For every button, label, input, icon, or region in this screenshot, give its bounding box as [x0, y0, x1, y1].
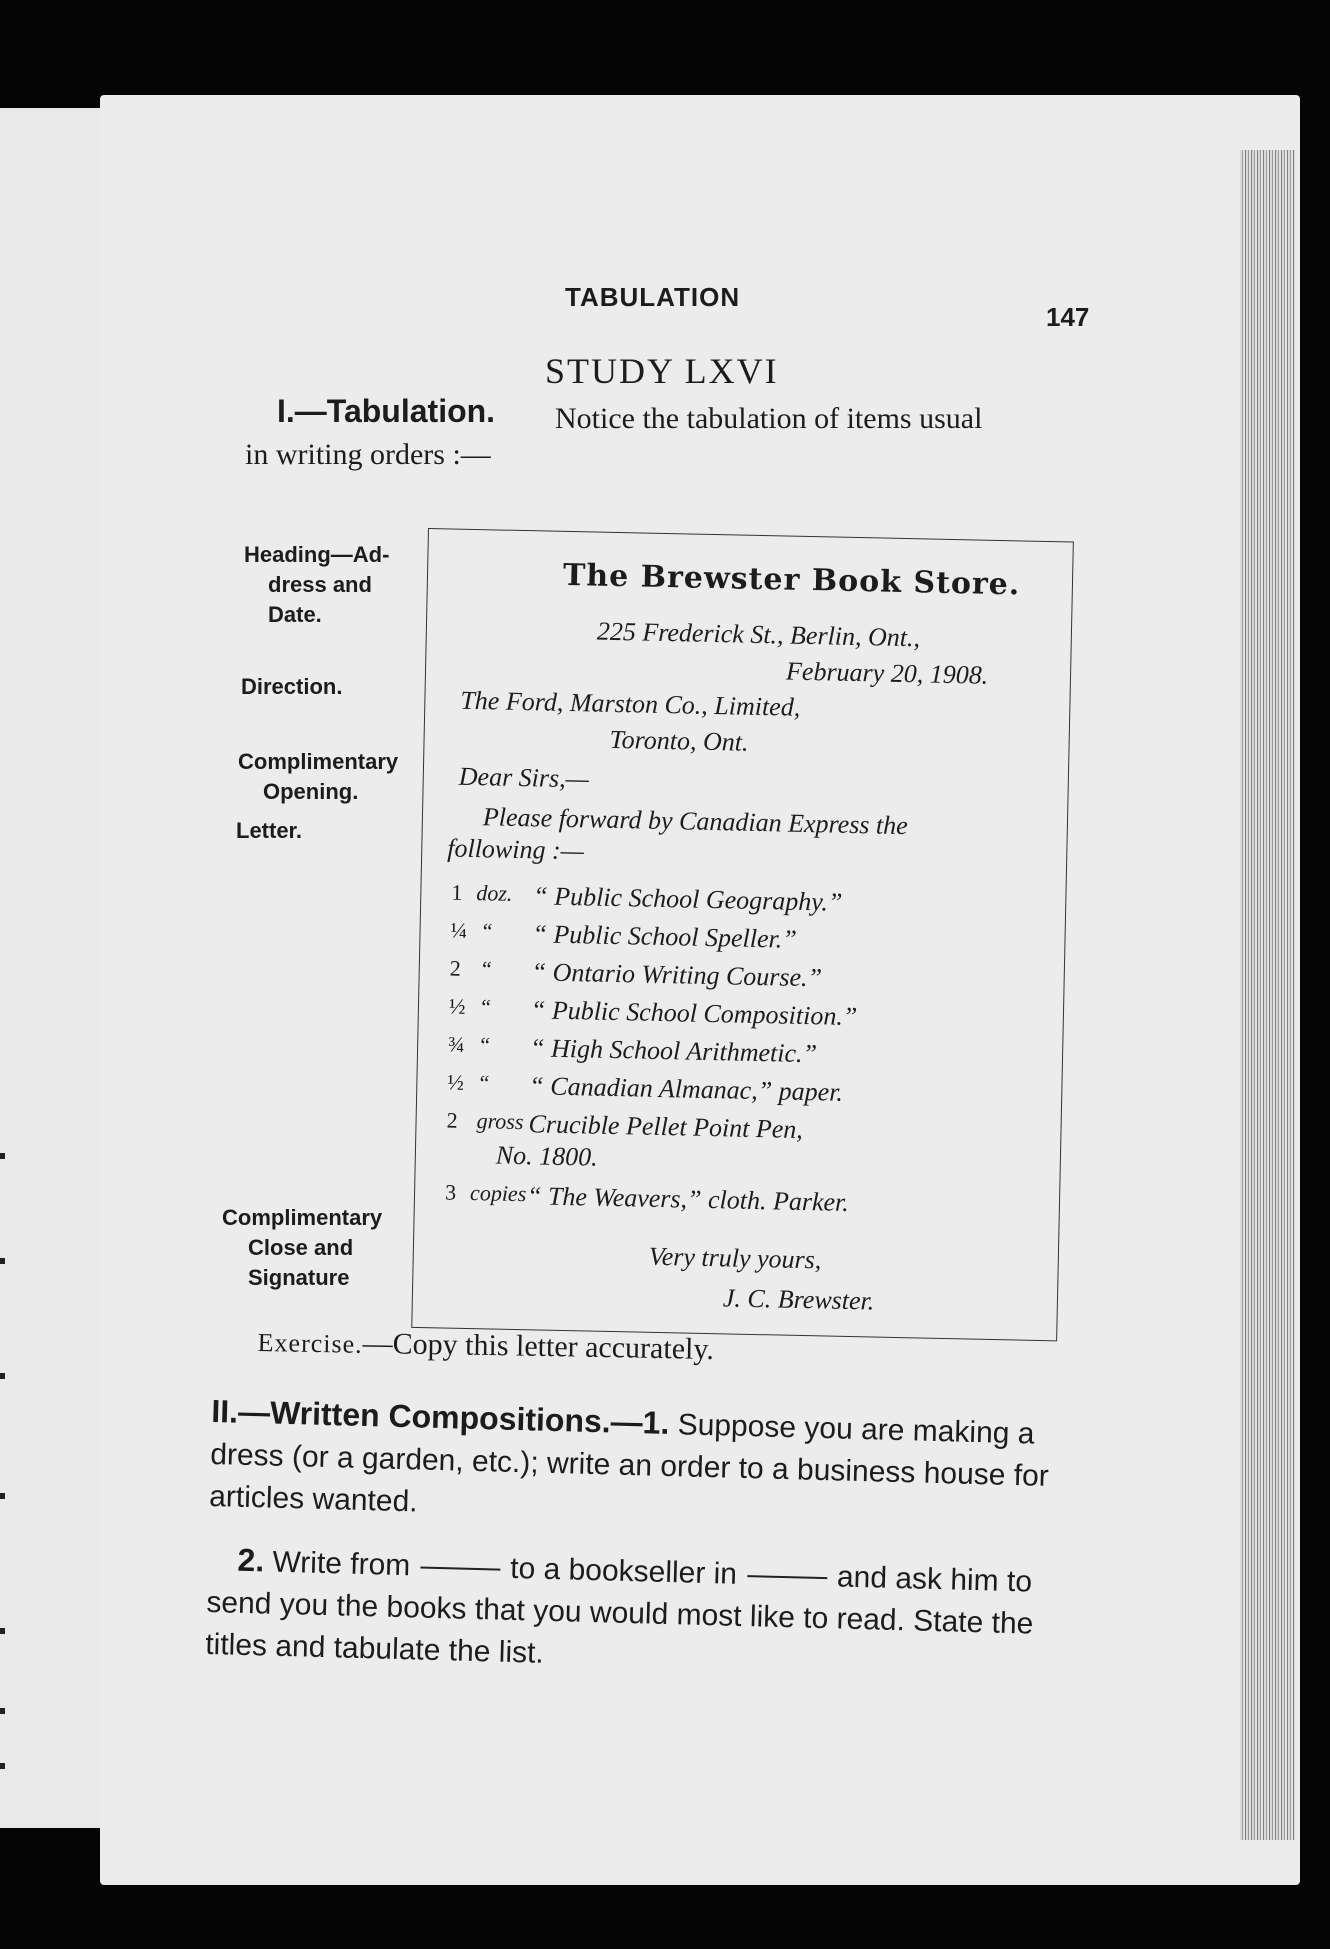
item-unit: “ — [477, 1070, 490, 1096]
study-title: STUDY LXVI — [545, 351, 779, 391]
item-title: Crucible Pellet Point Pen, — [528, 1109, 804, 1144]
label-line: dress and — [268, 572, 372, 597]
label-line: Close and — [248, 1235, 354, 1260]
item-unit: doz. — [476, 880, 513, 906]
label-letter: Letter. — [236, 818, 303, 843]
page-number: 147 — [1046, 302, 1090, 332]
item-title: “ Ontario Writing Course.” — [531, 957, 823, 993]
letter-box — [411, 528, 1074, 1341]
running-head: TABULATION — [565, 282, 741, 312]
item1-number: —1. — [610, 1403, 670, 1441]
blank-line — [420, 1567, 500, 1571]
item-unit: copies — [469, 1180, 527, 1207]
item-quantity: ½ — [447, 1069, 465, 1095]
item-unit: gross — [476, 1108, 524, 1135]
margin-mark — [0, 1258, 5, 1264]
item-quantity: ½ — [448, 993, 466, 1019]
letter-signature: J. C. Brewster. — [722, 1283, 875, 1316]
label-heading — [244, 540, 389, 630]
item-title: “ Public School Speller.” — [532, 919, 798, 954]
section2-heading: II.—Written Compositions. — [210, 1392, 612, 1440]
section2-para1 — [209, 1390, 1062, 1540]
exercise-text: —Copy this letter accurately. — [362, 1326, 715, 1366]
letter-closing: Very truly yours, — [648, 1241, 822, 1275]
item-title: “ High School Arithmetic.” — [529, 1033, 818, 1069]
item2-text-c: and ask him to send you the books that you would most like to read. State the titles and tabulate the list. — [204, 1560, 1034, 1670]
letter-recipient-city: Toronto, Ont. — [609, 724, 749, 757]
blank-line — [747, 1575, 827, 1579]
section2-para2 — [205, 1538, 1058, 1688]
margin-mark — [0, 1763, 5, 1769]
label-line: Complimentary — [222, 1205, 383, 1230]
letter-recipient: The Ford, Marston Co., Limited, — [460, 685, 801, 722]
label-direction: Direction. — [241, 674, 343, 699]
item-unit: “ — [480, 918, 494, 944]
item-quantity: ¼ — [450, 917, 468, 943]
label-line: Complimentary — [238, 749, 399, 774]
label-close — [222, 1203, 382, 1293]
item1-text: Suppose you are making a dress (or a garden, etc.); write an order to a business house for articles wanted. — [208, 1408, 1050, 1519]
letter-date: February 20, 1908. — [785, 656, 989, 690]
label-line: Opening. — [263, 779, 359, 804]
item-unit: “ — [478, 994, 492, 1020]
margin-mark — [0, 1373, 5, 1379]
margin-mark — [0, 1153, 5, 1159]
item-quantity: 2 — [449, 955, 462, 981]
label-line: Date. — [268, 602, 322, 627]
section1-continuation: in writing orders :— — [245, 438, 491, 471]
exercise-label: Exercise. — [257, 1327, 363, 1359]
letter-body: following :— — [446, 833, 585, 866]
label-opening — [238, 747, 398, 807]
item-title: No. 1800. — [495, 1140, 599, 1172]
section2 — [205, 1390, 1062, 1688]
item-quantity: 3 — [444, 1179, 457, 1205]
item2-text-b: to a bookseller in — [509, 1551, 738, 1591]
item-quantity: 2 — [446, 1107, 458, 1133]
page-stack-edges — [1240, 150, 1295, 1840]
letter-salutation: Dear Sirs,— — [458, 761, 590, 794]
item-unit: “ — [477, 1032, 491, 1058]
letter-body: Please forward by Canadian Express the — [482, 802, 909, 841]
item-quantity: ¾ — [447, 1031, 465, 1057]
letter-address: 225 Frederick St., Berlin, Ont., — [596, 616, 921, 653]
label-line: Heading—Ad- — [244, 542, 390, 567]
margin-mark — [0, 1708, 5, 1714]
margin-mark — [0, 1493, 5, 1499]
item-title: “ Public School Geography.” — [533, 881, 843, 917]
label-line: Signature — [248, 1265, 350, 1290]
section1-heading: I.—Tabulation. — [277, 393, 496, 429]
store-name: The Brewster Book Store. — [562, 557, 1021, 603]
item-title: “ The Weavers,” cloth. Parker. — [526, 1181, 850, 1217]
item-title: “ Public School Composition.” — [530, 995, 858, 1032]
margin-mark — [0, 1628, 5, 1634]
item-unit: “ — [479, 956, 493, 982]
section1-text: Notice the tabulation of items usual — [555, 402, 983, 435]
item-quantity: 1 — [451, 879, 463, 905]
item2-text-a: Write from — [272, 1545, 411, 1583]
item-title: “ Canadian Almanac,” paper. — [529, 1071, 844, 1107]
item2-number: 2. — [237, 1541, 265, 1579]
